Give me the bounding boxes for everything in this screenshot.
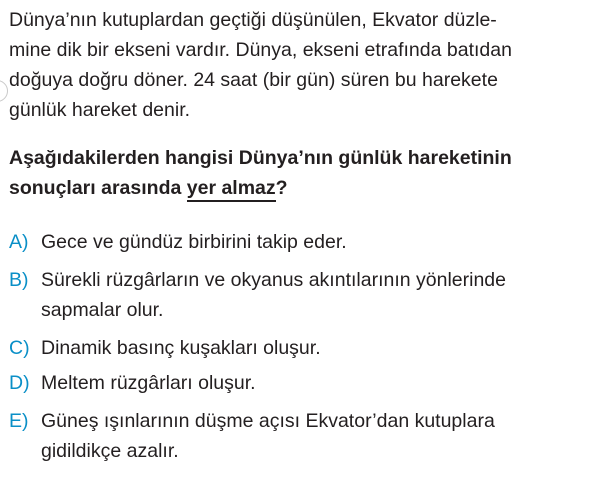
- option-text: [41, 265, 601, 325]
- option-letter: D): [9, 372, 30, 394]
- option-letter: C): [9, 337, 30, 359]
- intro-line: günlük hareket denir.: [9, 99, 191, 121]
- option-text: [41, 406, 601, 466]
- page-edge-circle: [0, 80, 8, 102]
- question-line-prefix: sonuçları arasında: [9, 177, 187, 199]
- intro-line: doğuya doğru döner. 24 saat (bir gün) süren bu harekete: [9, 69, 498, 91]
- intro-line: mine dik bir ekseni vardır. Dünya, ekseni etrafında batıdan: [9, 39, 512, 61]
- option-text: [41, 333, 601, 363]
- option-text-line: Dinamik basınç kuşakları oluşur.: [41, 337, 321, 359]
- question-line: Aşağıdakilerden hangisi Dünya’nın günlük hareketinin: [9, 147, 512, 169]
- option-text-line: Meltem rüzgârları oluşur.: [41, 372, 256, 394]
- question-stem: [9, 143, 601, 203]
- option-text: [41, 368, 601, 398]
- option-letter: E): [9, 410, 29, 432]
- option-letter: B): [9, 269, 29, 291]
- option-text-line: sapmalar olur.: [41, 299, 164, 321]
- question-line: [9, 173, 601, 203]
- intro-line: Dünya’nın kutuplardan geçtiği düşünülen, Ekvator düzle-: [9, 9, 497, 31]
- question-emphasis: yer almaz: [187, 177, 276, 202]
- option-text: [41, 227, 601, 257]
- option-text-line: Güneş ışınlarının düşme açısı Ekvator’dan kutuplara: [41, 410, 495, 432]
- option-text-line: gidildikçe azalır.: [41, 440, 179, 462]
- question-mark: ?: [275, 177, 288, 199]
- option-letter: A): [9, 231, 29, 253]
- option-text-line: Gece ve gündüz birbirini takip eder.: [41, 231, 347, 253]
- intro-paragraph: [9, 5, 601, 125]
- option-text-line: Sürekli rüzgârların ve okyanus akıntılarının yönlerinde: [41, 269, 506, 291]
